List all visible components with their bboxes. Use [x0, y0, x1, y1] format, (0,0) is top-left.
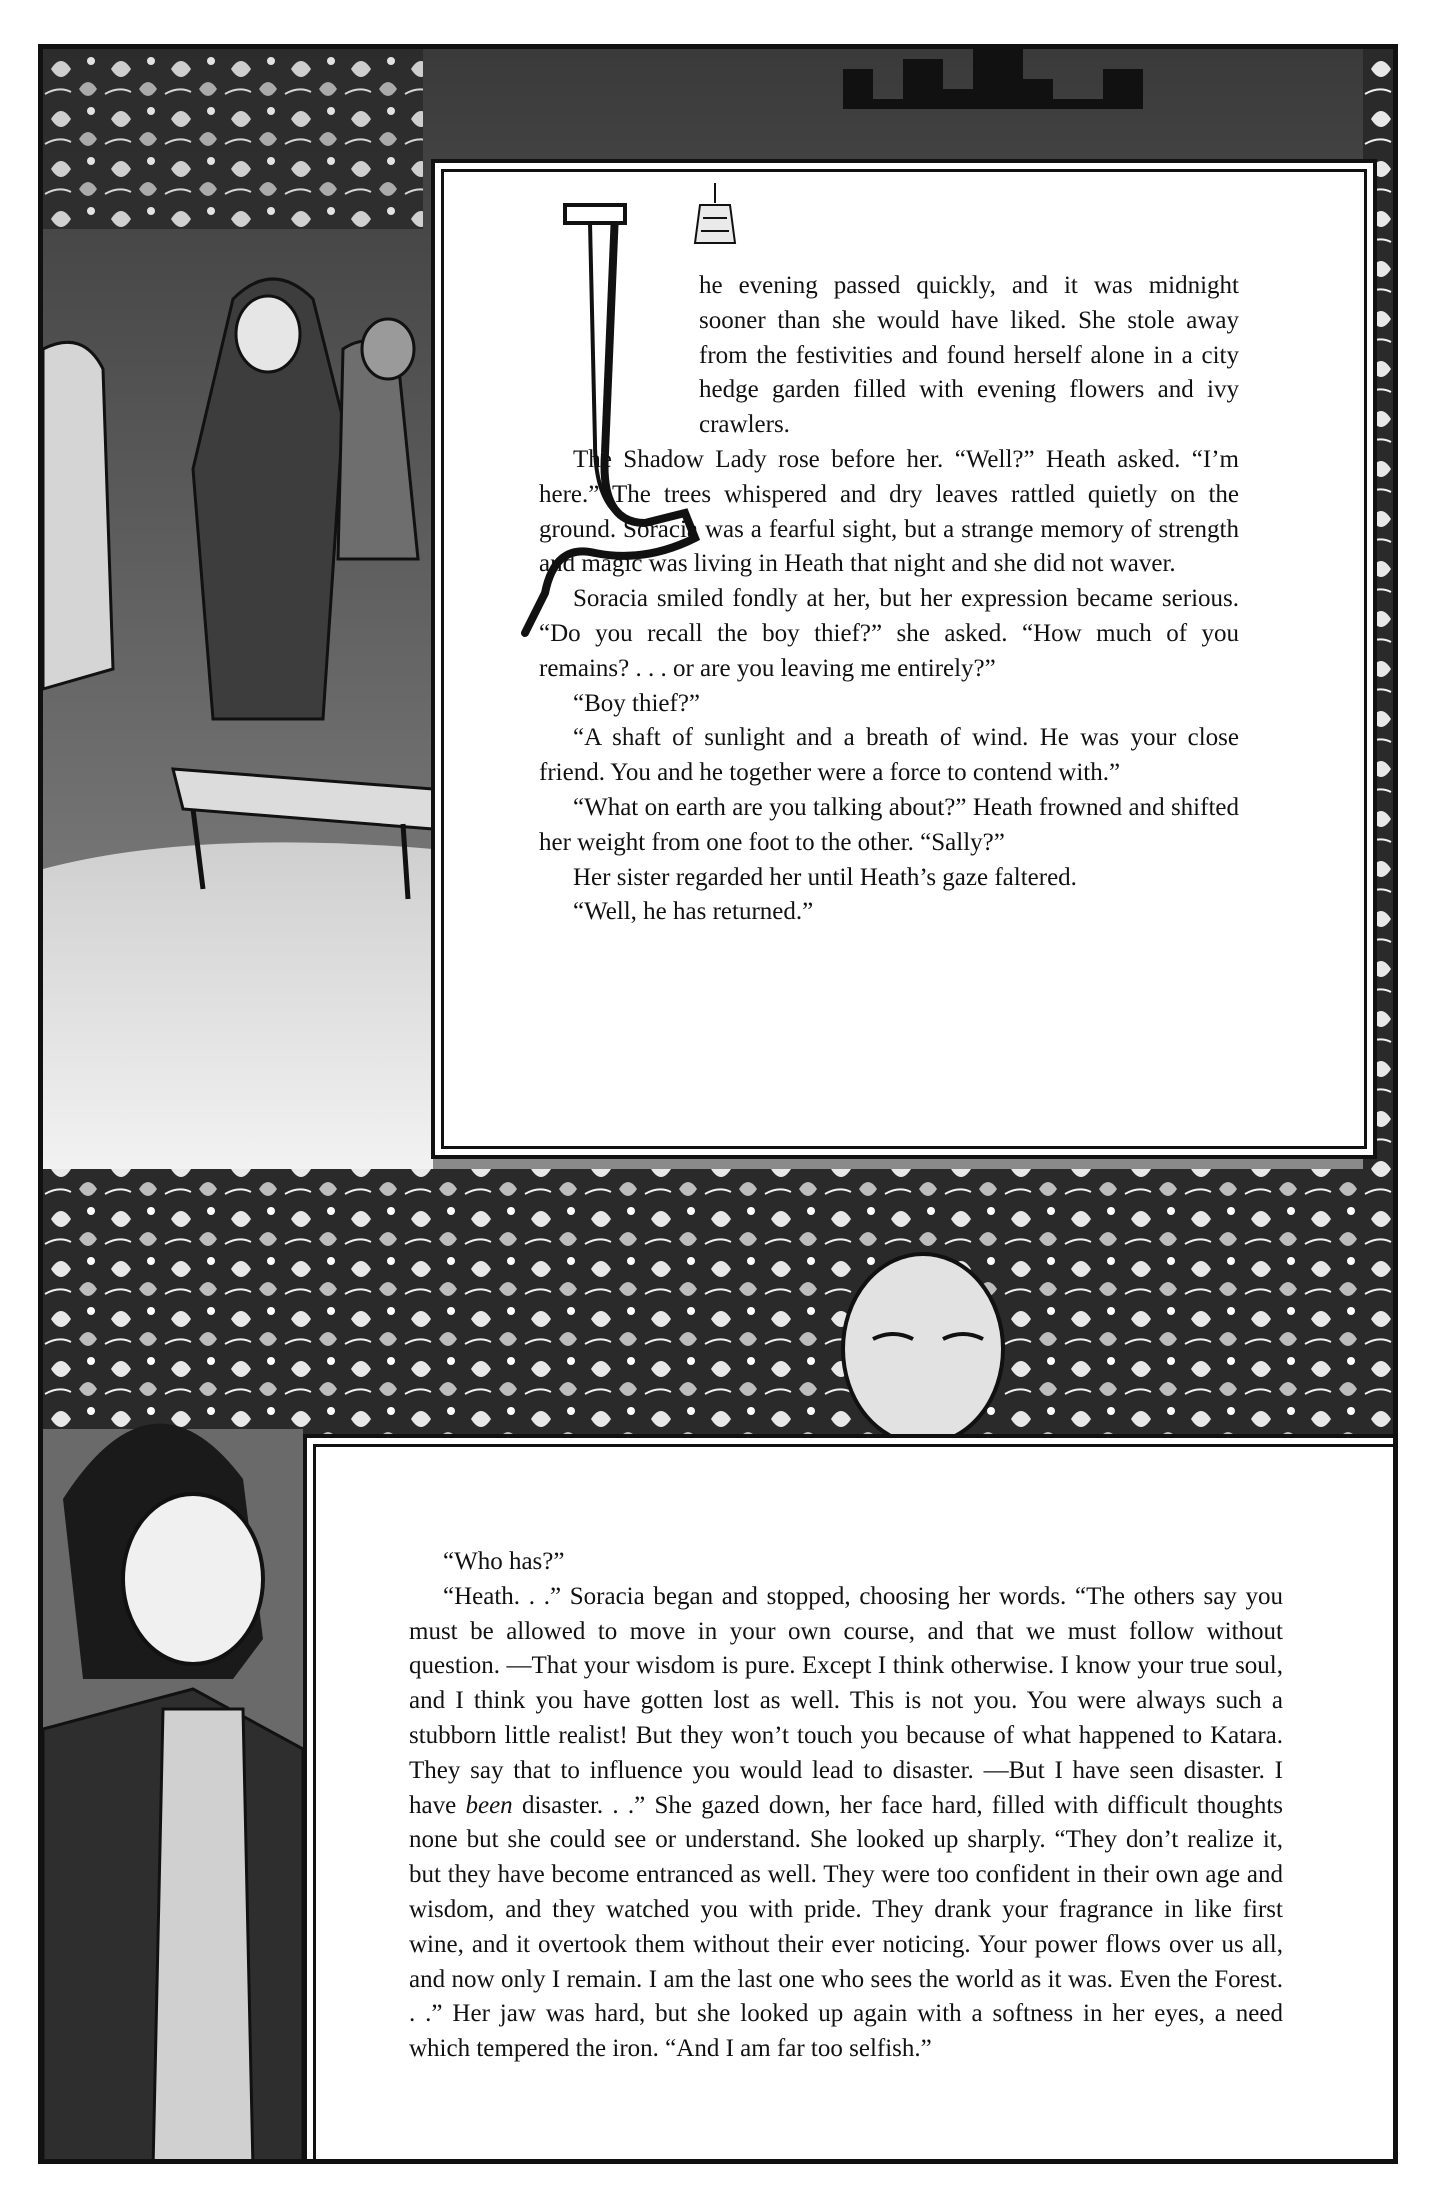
narration-paragraph: The Shadow Lady rose before her. “Well?” Heath asked. “I’m here.” The trees whispered and dry leaves rattled quietly on the ground. Soracia was a fearful sight, but a strange memory of strength and magic was living in Heath that night and she did not waver. — [539, 445, 1239, 578]
caption-box-bottom — [303, 1434, 1398, 2164]
narration-paragraph: “A shaft of sunlight and a breath of wind. He was your close friend. You and he together were a force to contend with.” — [539, 724, 1239, 787]
comic-page — [38, 44, 1398, 2164]
narration-paragraph: “What on earth are you talking about?” Heath frowned and shifted her weight from one foot to the other. “Sally?” — [539, 793, 1239, 856]
dialogue-paragraph: “Who has?” — [443, 1548, 565, 1575]
emphasis-word: been — [465, 1791, 513, 1819]
dialogue-paragraph — [409, 1580, 1283, 2067]
caption-box-top — [431, 159, 1377, 1159]
hanging-lantern-icon — [685, 183, 745, 263]
narration-paragraph: Soracia smiled fondly at her, but her expression became serious. “Do you recall the boy thief?” she asked. “How much of you remains? . . . or are you leaving me entirely?” — [539, 585, 1239, 682]
bottom-narration — [409, 1545, 1283, 2067]
narration-paragraph: “Well, he has returned.” — [573, 898, 814, 926]
dialogue-text: “Heath. . .” Soracia began and stopped, choosing her words. “The others say you must be allowed to move in your own course, and that we must follow without question. —That your wisdom is pure. Except I think otherwise. I know your true soul, and I think you have gotten lost as well. This is not you. You were always such a stubborn little realist! But they won’t touch you because of what happened to Katara. They say that to influence you would lead to disaster. —But I have seen disaster. I have — [409, 1582, 1283, 1819]
narration-paragraph: he evening passed quickly, and it was midnight sooner than she would have liked. She stole away from the festivities and found herself alone in a city hedge garden filled with evening flowers and ivy crawlers. — [699, 272, 1239, 439]
dialogue-text: disaster. . .” She gazed down, her face hard, filled with difficult thoughts none but she could see or understand. She looked up sharply. “They don’t realize it, but they have become entranced as well. They were too confident in their own age and wisdom, and they watched you with pride. They drank your fragrance in like first wine, and it overtook them without their ever noticing. Your power flows over us all, and now only I remain. I am the last one who sees the world as it was. Even the Forest. . .” Her jaw was hard, but she looked up again with a softness in her eyes, a need which tempered the iron. “And I am far too selfish.” — [409, 1791, 1284, 2063]
top-narration — [539, 269, 1239, 930]
narration-paragraph: “Boy thief?” — [573, 689, 701, 717]
narration-paragraph: Her sister regarded her until Heath’s gaze faltered. — [573, 863, 1077, 891]
